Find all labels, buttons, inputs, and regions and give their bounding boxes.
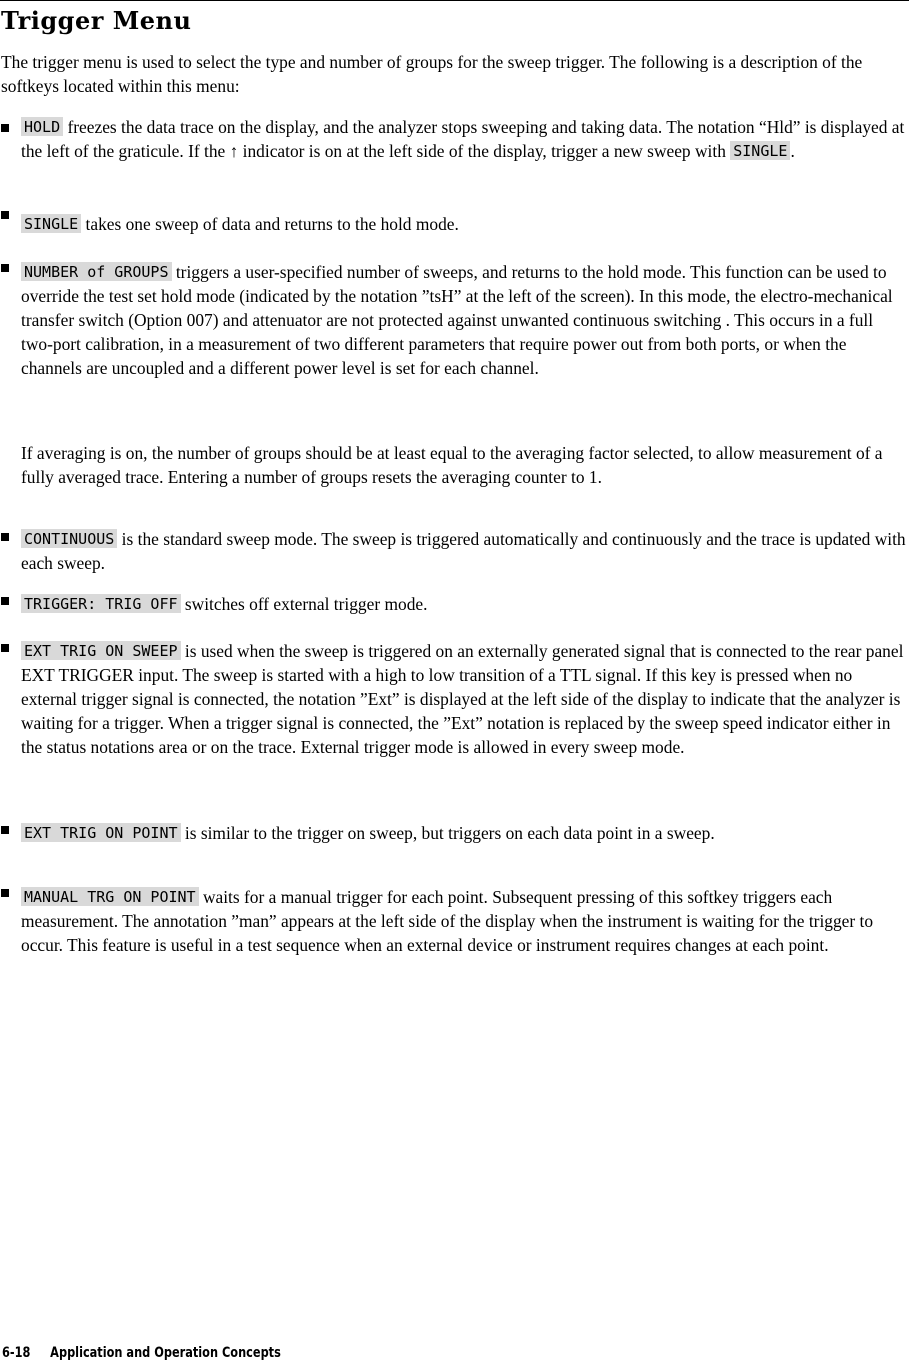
intro-paragraph: The trigger menu is used to select the type and number of groups for the sweep trigger. The following is a description of the softkeys located within this menu: [1,52,863,96]
item-hold: HOLD freezes the data trace on the display, and the analyzer stops sweeping and taking data. The notation “Hld” is displayed at the left of the graticule. If the ↑ indicator is on at the left side of the display, trigger a new sweep with SINGLE . [21,117,905,161]
trigger-off-softkey[interactable]: TRIGGER: TRIG OFF [21,594,181,613]
item-ext-trig-on-point [21,821,909,845]
item-continuous [21,527,909,575]
bullet-marker [1,264,9,272]
bullet-marker [1,889,9,897]
item-number-of-groups [21,260,909,380]
item-manual-trg-on-point [21,885,909,957]
bullet-marker [1,597,9,605]
page-footer [2,1345,281,1361]
item-description: waits for a manual trigger for each point. Subsequent pressing of this softkey triggers each measurement. The annotation ”man” appears at the left side of the display when the instrument is waiting for the trigger to occur. This feature is useful in a test sequence when an external device or instrument requires changes at each point. [21,887,874,955]
bullet-marker [1,124,9,132]
item-ext-trig-on-sweep [21,639,909,759]
item-description: freezes the data trace on the display, and the analyzer stops sweeping and taking data. The notation “Hld” is displayed at the left of the graticule. If the ↑ indicator is on at the left side of the display, trigger a new sweep with [21,117,905,161]
manual-trg-on-point-softkey[interactable]: MANUAL TRG ON POINT [21,887,199,906]
bullet-marker [1,533,9,541]
ext-trig-on-point-softkey[interactable]: EXT TRIG ON POINT [21,823,181,842]
page-title: Trigger Menu [1,6,192,35]
item-single [21,212,909,236]
hold-softkey[interactable]: HOLD [21,117,63,136]
page-number: 6-18 [2,1345,31,1361]
item-description: switches off external trigger mode. [180,594,428,614]
item-description: is used when the sweep is triggered on an externally generated signal that is connected to the rear panel EXT TRIGGER input. The sweep is started with a high to low transition of a TTL signal. If this key is pressed when no external trigger signal is connected, the notation ”Ext” is displayed at the left side of the display to indicate that the analyzer is waiting for a trigger. When a trigger signal is connected, the ”Ext” notation is replaced by the sweep speed indicator either in the status notations area or on the trace. External trigger mode is allowed in every sweep mode. [21,641,904,757]
top-rule [0,0,909,1]
item-description: is the standard sweep mode. The sweep is triggered automatically and continuously and the trace is updated with each sweep. [21,529,906,573]
single-softkey[interactable]: SINGLE [21,214,81,233]
averaging-note: If averaging is on, the number of groups should be at least equal to the averaging factor selected, to allow measurement of a fully averaged trace. Entering a number of groups resets the averaging counter to 1. [21,443,883,487]
single-softkey-inline[interactable]: SINGLE [730,141,790,160]
item-description: takes one sweep of data and returns to the hold mode. [81,214,459,234]
number-of-groups-softkey[interactable]: NUMBER of GROUPS [21,262,172,281]
bullet-marker [1,826,9,834]
section-title: Application and Operation Concepts [50,1345,281,1361]
item-trigger-off [21,592,909,616]
item-description: is similar to the trigger on sweep, but triggers on each data point in a sweep. [180,823,715,843]
item-description: triggers a user-specified number of sweeps, and returns to the hold mode. This function can be used to override the test set hold mode (indicated by the notation ”tsH” at the left of the screen). In this mode, the electro-mechanical transfer switch (Option 007) and attenuator are not protected against unwanted continuous switching . This occurs in a full two-port calibration, in a measurement of two different parameters that require power out from both ports, or when the channels are uncoupled and a different power level is set for each channel. [21,262,893,378]
bullet-marker [1,644,9,652]
bullet-marker [1,211,9,219]
ext-trig-on-sweep-softkey[interactable]: EXT TRIG ON SWEEP [21,641,181,660]
continuous-softkey[interactable]: CONTINUOUS [21,529,117,548]
